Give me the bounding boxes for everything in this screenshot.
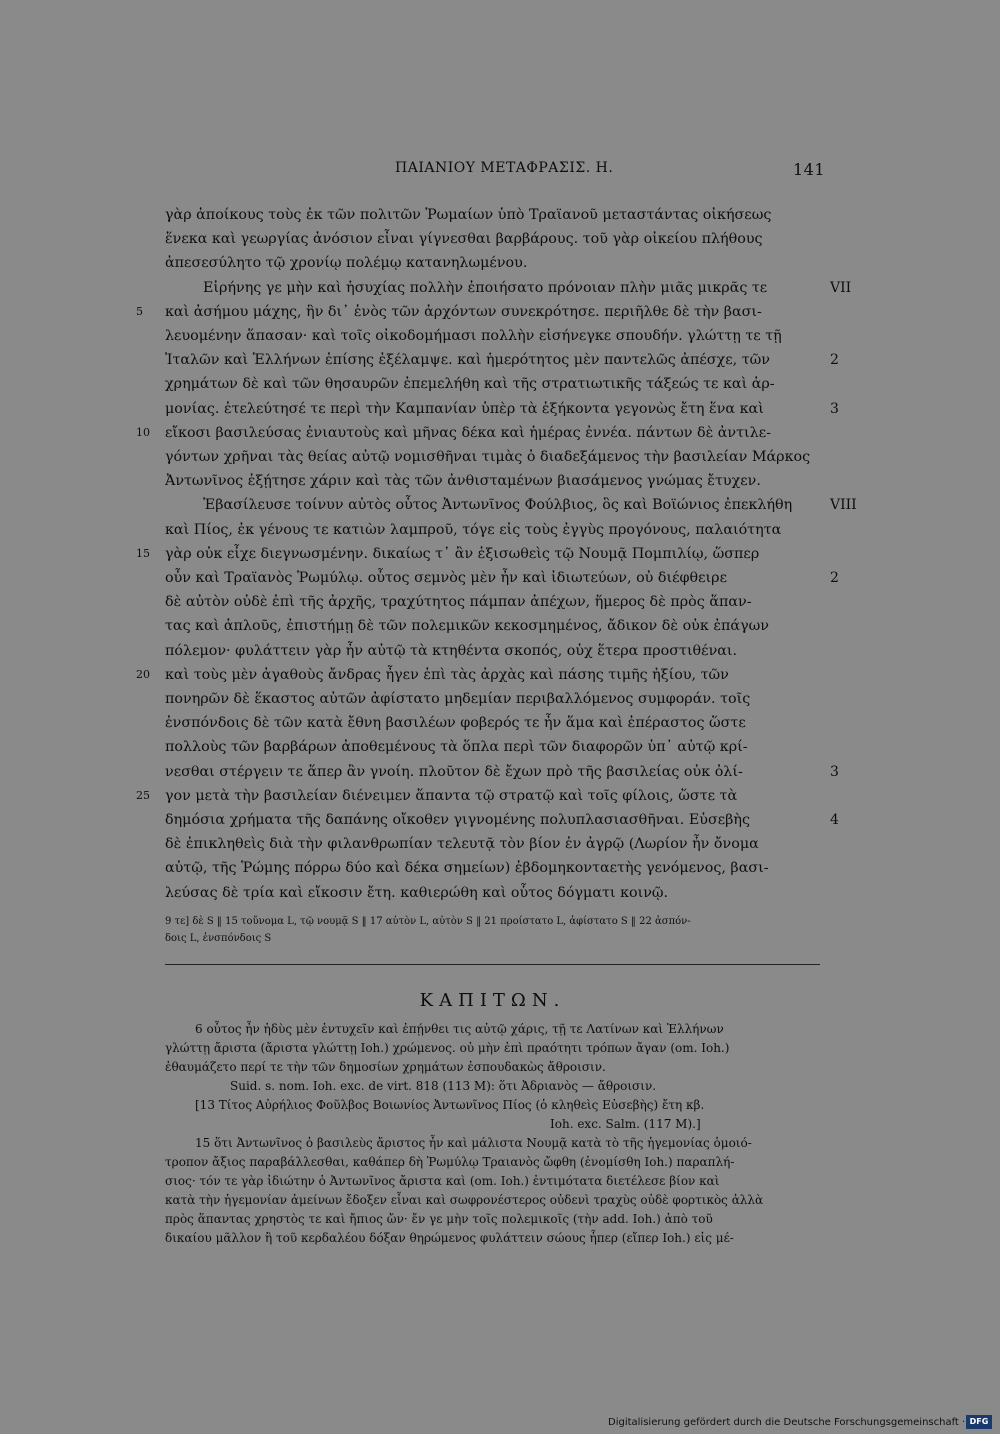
margin-number: VII: [830, 279, 852, 296]
capiton-line: ἐθαυμάζετο περί τε τὴν τῶν δημοσίων χρημάτων ἐσπουδακὼς ἄθροισιν.: [165, 1060, 606, 1074]
text-line: Ἰταλῶν καὶ Ἑλλήνων ἐπίσης ἐξέλαμψε. καὶ ἡμερότητος μὲν παντελῶς ἀπέσχε, τῶν: [165, 352, 770, 369]
text-line: γὰρ οὐκ εἶχε διεγνωσμένην. δικαίως τ᾽ ἂν ἐξισωθεὶς τῷ Νουμᾷ Πομπιλίῳ, ὥσπερ: [165, 545, 760, 562]
text-line: γόντων χρῆναι τὰς θείας αὐτῷ νομισθῆναι τιμὰς ὁ διαδεξάμενος τὴν βασιλείαν Μάρκος: [165, 449, 811, 465]
margin-number: 2: [830, 570, 839, 586]
capiton-line: [13 Τίτος Αὐρήλιος Φοῦλβος Βοιωνίος Ἀντωνῖνος Πίος (ὁ κληθεὶς Εὐσεβὴς) ἔτη κβ.: [195, 1098, 705, 1112]
margin-number: 3: [830, 400, 839, 417]
text-line: χρημάτων δὲ καὶ τῶν θησαυρῶν ἐπεμελήθη καὶ τῆς στρατιωτικῆς τάξεώς τε καὶ ἁρ-: [165, 376, 775, 393]
text-line: λευομένην ἅπασαν· καὶ τοῖς οἰκοδομήμασι πολλὴν εἰσήνεγκε σπουδήν. γλώττῃ τε τῇ: [165, 328, 782, 344]
text-line: πονηρῶν δὲ ἕκαστος αὐτῶν ἀφίστατο μηδεμίαν περιβαλλόμενος συμφοράν. τοῖς: [165, 691, 751, 707]
text-line: ἐνσπόνδοις δὲ τῶν κατὰ ἔθνη βασιλέων φοβερός τε ἦν ἅμα καὶ ἐπέραστος ὥστε: [165, 715, 746, 732]
capiton-line: δικαίου μᾶλλον ἢ τοῦ κερδαλέου δόξαν θηρώμενος φυλάττειν σώους ἦπερ (εἴπερ Ioh.) εἰς μέ-: [165, 1231, 734, 1245]
capiton-line: σιος· τόν τε γὰρ ἰδιώτην ὁ Ἀντωνῖνος ἄριστα καὶ (om. Ioh.) ἐντιμότατα διετέλεσε βίον καὶ: [165, 1174, 720, 1188]
capiton-line: Ioh. exc. Salm. (117 M).]: [550, 1117, 701, 1131]
text-line: γον μετὰ τὴν βασιλείαν διένειμεν ἅπαντα τῷ στρατῷ καὶ τοῖς φίλοις, ὥστε τὰ: [165, 787, 738, 804]
line-number: 20: [136, 667, 150, 681]
capiton-line: πρὸς ἅπαντας χρηστὸς τε καὶ ἤπιος ὤν· ἔν γε μὴν τοῖς πολεμικοῖς (τὴν add. Ioh.) ἀπὸ τοῦ: [165, 1212, 713, 1226]
text-line: γὰρ ἀποίκους τοὺς ἐκ τῶν πολιτῶν Ῥωμαίων ὑπὸ Τραϊανοῦ μεταστάντας οἰκήσεως: [165, 207, 772, 223]
text-line: πολλοὺς τῶν βαρβάρων ἀποθεμένους τὰ ὅπλα περὶ τῶν διαφορῶν ὑπ᾽ αὐτῷ κρί-: [165, 739, 748, 756]
text-line: πόλεμον· φυλάττειν γὰρ ἦν αὐτῷ τὰ κτηθέντα σκοπός, οὐχ ἕτερα προστιθέναι.: [165, 642, 738, 659]
dfg-logo-icon: DFG: [966, 1415, 992, 1429]
margin-number: 3: [830, 763, 839, 780]
capiton-line: 15 ὅτι Ἀντωνῖνος ὁ βασιλεὺς ἄριστος ἦν καὶ μάλιστα Νουμᾷ κατὰ τὸ τῆς ἡγεμονίας ὁμοιό-: [195, 1136, 752, 1150]
text-line: μονίας. ἐτελεύτησέ τε περὶ τὴν Καμπανίαν ὑπὲρ τὰ ἑξήκοντα γεγονὼς ἔτη ἕνα καὶ: [165, 400, 764, 417]
text-line: οὖν καὶ Τραϊανὸς Ῥωμύλῳ. οὗτος σεμνὸς μὲν ἦν καὶ ἰδιωτεύων, οὐ διέφθειρε: [165, 570, 727, 586]
line-number: 15: [136, 546, 150, 560]
page-number: 141: [792, 160, 825, 179]
text-line: Ἐβασίλευσε τοίνυν αὐτὸς οὗτος Ἀντωνῖνος Φούλβιος, ὃς καὶ Βοϊώνιος ἐπεκλήθη: [203, 497, 793, 514]
page-header: [165, 160, 825, 182]
apparatus-line: 9 τε] δὲ S ‖ 15 τοὔνομα L, τῷ νουμᾷ S ‖ 17 αὐτὸν L, αὐτὸν S ‖ 21 προίστατο L, ἀφίστατο S ‖ 22 ἀσπόν-: [165, 916, 691, 927]
text-line: καὶ Πίος, ἐκ γένους τε κατιὼν λαμπροῦ, τόγε εἰς τοὺς ἐγγὺς προγόνους, παλαιότητα: [165, 521, 782, 538]
text-line: Ἀντωνῖνος ἐξῄτησε χάριν καὶ τὰς τῶν ἀνθισταμένων βιασάμενος γνώμας ἔτυχεν.: [165, 473, 761, 490]
capiton-line: τροπον ἄξιος παραβάλλεσθαι, καθάπερ δὴ Ῥωμύλῳ Τραιανὸς ὤφθη (ἐνομίσθη Ioh.) παραπλή-: [165, 1155, 735, 1169]
text-line: αὐτῷ, τῆς Ῥώμης πόρρω δύο καὶ δέκα σημείων) ἑβδομηκονταετὴς γενόμενος, βασι-: [165, 860, 769, 877]
running-title: ΠΑΙΑΝΙΟΥ ΜΕΤΑΦΡΑΣΙΣ. Η.: [395, 160, 614, 176]
text-line: τας καὶ ἁπλοῦς, ἐπιστήμῃ δὲ τῶν πολεμικῶν κεκοσμημένος, ἄδικον δὲ οὐκ ἐπάγων: [165, 618, 769, 635]
footer-credit: Digitalisierung gefördert durch die Deutsche Forschungsgemeinschaft ·: [608, 1417, 966, 1428]
text-line: καὶ ἀσήμου μάχης, ἣν δι᾽ ἑνὸς τῶν ἀρχόντων συνεκρότησε. περιῆλθε δὲ τὴν βασι-: [165, 303, 762, 320]
apparatus-line: δοις L, ἐνσπόνδοις S: [165, 933, 272, 944]
text-line: λεύσας δὲ τρία καὶ εἴκοσιν ἔτη. καθιερώθη καὶ οὗτος δόγματι κοινῷ.: [165, 884, 669, 901]
text-line: δὲ ἐπικληθεὶς διὰ τὴν φιλανθρωπίαν τελευτᾷ τὸν βίον ἐν ἀγρῷ (Λωρίον ἦν ὄνομα: [165, 836, 759, 853]
text-line: ἕνεκα καὶ γεωργίας ἀνόσιον εἶναι γίγνεσθαι βαρβάρους. τοῦ γὰρ οἰκείου πλήθους: [165, 231, 763, 248]
line-number: 25: [136, 788, 150, 802]
text-line: Εἰρήνης γε μὴν καὶ ἡσυχίας πολλὴν ἐποιήσατο πρόνοιαν πλὴν μιᾶς μικρᾶς τε: [203, 279, 768, 296]
text-line: δημόσια χρήματα τῆς δαπάνης οἴκοθεν γιγνομένης πολυπλασιασθῆναι. Εὐσεβὴς: [165, 812, 750, 828]
margin-number: 2: [830, 352, 839, 369]
text-line: ἀπεσεσύλητο τῷ χρονίῳ πολέμῳ κατανηλωμένου.: [165, 255, 528, 272]
text-line: εἴκοσι βασιλεύσας ἐνιαυτοὺς καὶ μῆνας δέκα καὶ ἡμέρας ἐννέα. πάντων δὲ ἀντιλε-: [165, 424, 771, 441]
section-divider: [165, 964, 820, 965]
section-title: ΚΑΠΙΤΩΝ.: [419, 990, 566, 1011]
line-number: 10: [136, 425, 150, 439]
capiton-line: Suid. s. nom. Ioh. exc. de virt. 818 (113 M): ὅτι Ἀδριανὸς — ἄθροισιν.: [230, 1079, 657, 1093]
text-line: καὶ τοὺς μὲν ἀγαθοὺς ἄνδρας ἦγεν ἐπὶ τὰς ἀρχὰς καὶ πάσης τιμῆς ἠξίου, τῶν: [165, 666, 729, 683]
capiton-line: 6 οὗτος ἦν ἡδὺς μὲν ἐντυχεῖν καὶ ἐπῄνθει τις αὐτῷ χάρις, τῇ τε Λατίνων καὶ Ἑλλήνων: [195, 1022, 724, 1036]
margin-number: 4: [830, 812, 839, 828]
capiton-line: γλώττῃ ἄριστα (ἄριστα γλώττῃ Ioh.) χρώμενος. οὐ μὴν ἐπὶ πραότητι τρόπων ἄγαν (om. Ioh.): [165, 1041, 730, 1055]
text-line: νεσθαι στέργειν τε ἅπερ ἂν γνοίη. πλοῦτον δὲ ἔχων πρὸ τῆς βασιλείας οὐκ ὀλί-: [165, 763, 743, 780]
margin-number: VIII: [830, 497, 857, 514]
capiton-line: κατὰ τὴν ἡγεμονίαν ἀμείνων ἔδοξεν εἶναι καὶ σωφρονέστερος οὐδενὶ τραχὺς οὐδὲ φορτικὸς ἀλλὰ: [165, 1193, 764, 1207]
line-number: 5: [136, 304, 143, 318]
text-line: δὲ αὐτὸν οὐδὲ ἐπὶ τῆς ἀρχῆς, τραχύτητος πάμπαν ἀπέχων, ἥμερος δὲ πρὸς ἅπαν-: [165, 594, 752, 611]
